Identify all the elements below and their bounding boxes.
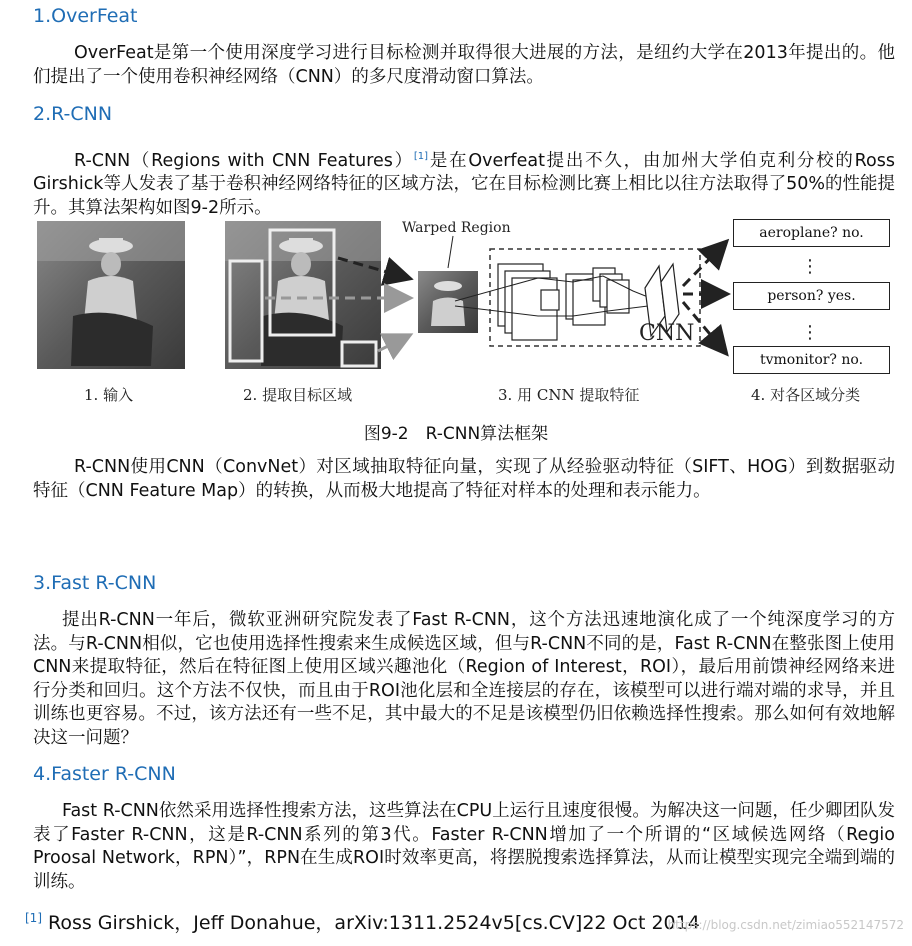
watermark: https://blog.csdn.net/zimiao552147572 — [667, 918, 904, 932]
citation-link[interactable]: [1] — [413, 151, 429, 162]
overfeat-paragraph: OverFeat是第一个使用深度学习进行目标检测并取得很大进展的方法，是纽约大学在2013年提出的。他们提出了一个使用卷积神经网络（CNN）的多尺度滑动窗口算法。 — [33, 43, 895, 87]
warped-region-label: Warped Region — [402, 220, 511, 236]
heading-fast-rcnn: 3.Fast R-CNN — [33, 572, 157, 594]
heading-overfeat: 1.OverFeat — [33, 5, 138, 27]
region-proposals-image — [225, 221, 381, 369]
heading-rcnn: 2.R-CNN — [33, 103, 113, 125]
step-label-cnn: 3. 用 CNN 提取特征 — [498, 386, 640, 404]
footnote-text: Ross Girshick，Jeff Donahue，arXiv:1311.2524v5[cs.CV]22 Oct 2014 — [48, 912, 700, 934]
footnote — [25, 908, 700, 935]
step-label-extract: 2. 提取目标区域 — [243, 386, 353, 404]
footnote-mark: [1] — [25, 910, 42, 925]
fast-rcnn-paragraph: 提出R-CNN一年后，微软亚洲研究院发表了Fast R-CNN，这个方法迅速地演化成了一个纯深度学习的方法。与R-CNN相似，它也使用选择性搜索来生成候选区域，但与R-CNN不同的是，Fast R-CNN在整张图上使用CNN来提取特征，然后在特征图上使用区域兴趣池化（Region of Interest，ROI），最后用前馈神经网络来进行分类和回归。这个方法不仅快，而且由于ROI池化层和全连接层的存在，该模型可以进行端对端的求导，并且训练也更容易。不过，该方法还有一些不足，其中最大的不足是该模型仍旧依赖选择性搜索。那么如何有效地解决这一问题？ — [33, 610, 895, 748]
warped-region-image — [418, 271, 478, 333]
output-person: person? yes. — [733, 282, 890, 310]
cnn-label: CNN — [639, 321, 695, 346]
rcnn-figure — [33, 216, 903, 411]
input-image — [37, 221, 185, 369]
rcnn-paragraph-rest: 是在Overfeat提出不久，由加州大学伯克利分校的Ross Girshick等人发表了基于卷积神经网络特征的区域方法，它在目标检测比赛上相比以往方法取得了50%的性能提升。其算法架构如图9-2所示。 — [33, 150, 895, 218]
ellipsis-top: ⋮ — [801, 256, 819, 277]
output-tvmonitor: tvmonitor? no. — [733, 346, 890, 374]
rcnn-feature-paragraph: R-CNN使用CNN（ConvNet）对区域抽取特征向量，实现了从经验驱动特征（SIFT、HOG）到数据驱动特征（CNN Feature Map）的转换，从而极大地提高了特征对样本的处理和表示能力。 — [33, 457, 895, 501]
rcnn-paragraph — [33, 145, 895, 220]
faster-rcnn-paragraph: Fast R-CNN依然采用选择性搜索方法，这些算法在CPU上运行且速度很慢。为解决这一问题，任少卿团队发表了Faster R-CNN，这是R-CNN系列的第3代。Faster R-CNN增加了一个所谓的“区域候选网络（Regio Proosal Network，RPN）”，RPN在生成ROI时效率更高，将摆脱搜索选择算法，从而让模型实现完全端到端的训练。 — [33, 801, 895, 892]
ellipsis-bottom: ⋮ — [801, 322, 819, 343]
output-aeroplane: aeroplane? no. — [733, 219, 890, 247]
rcnn-paragraph-start: R-CNN（Regions with CNN Features） — [74, 150, 414, 171]
step-label-classify: 4. 对各区域分类 — [751, 386, 861, 404]
heading-faster-rcnn: 4.Faster R-CNN — [33, 763, 176, 785]
figure-caption: 图9-2 R-CNN算法框架 — [363, 424, 549, 444]
step-label-input: 1. 输入 — [84, 386, 134, 404]
